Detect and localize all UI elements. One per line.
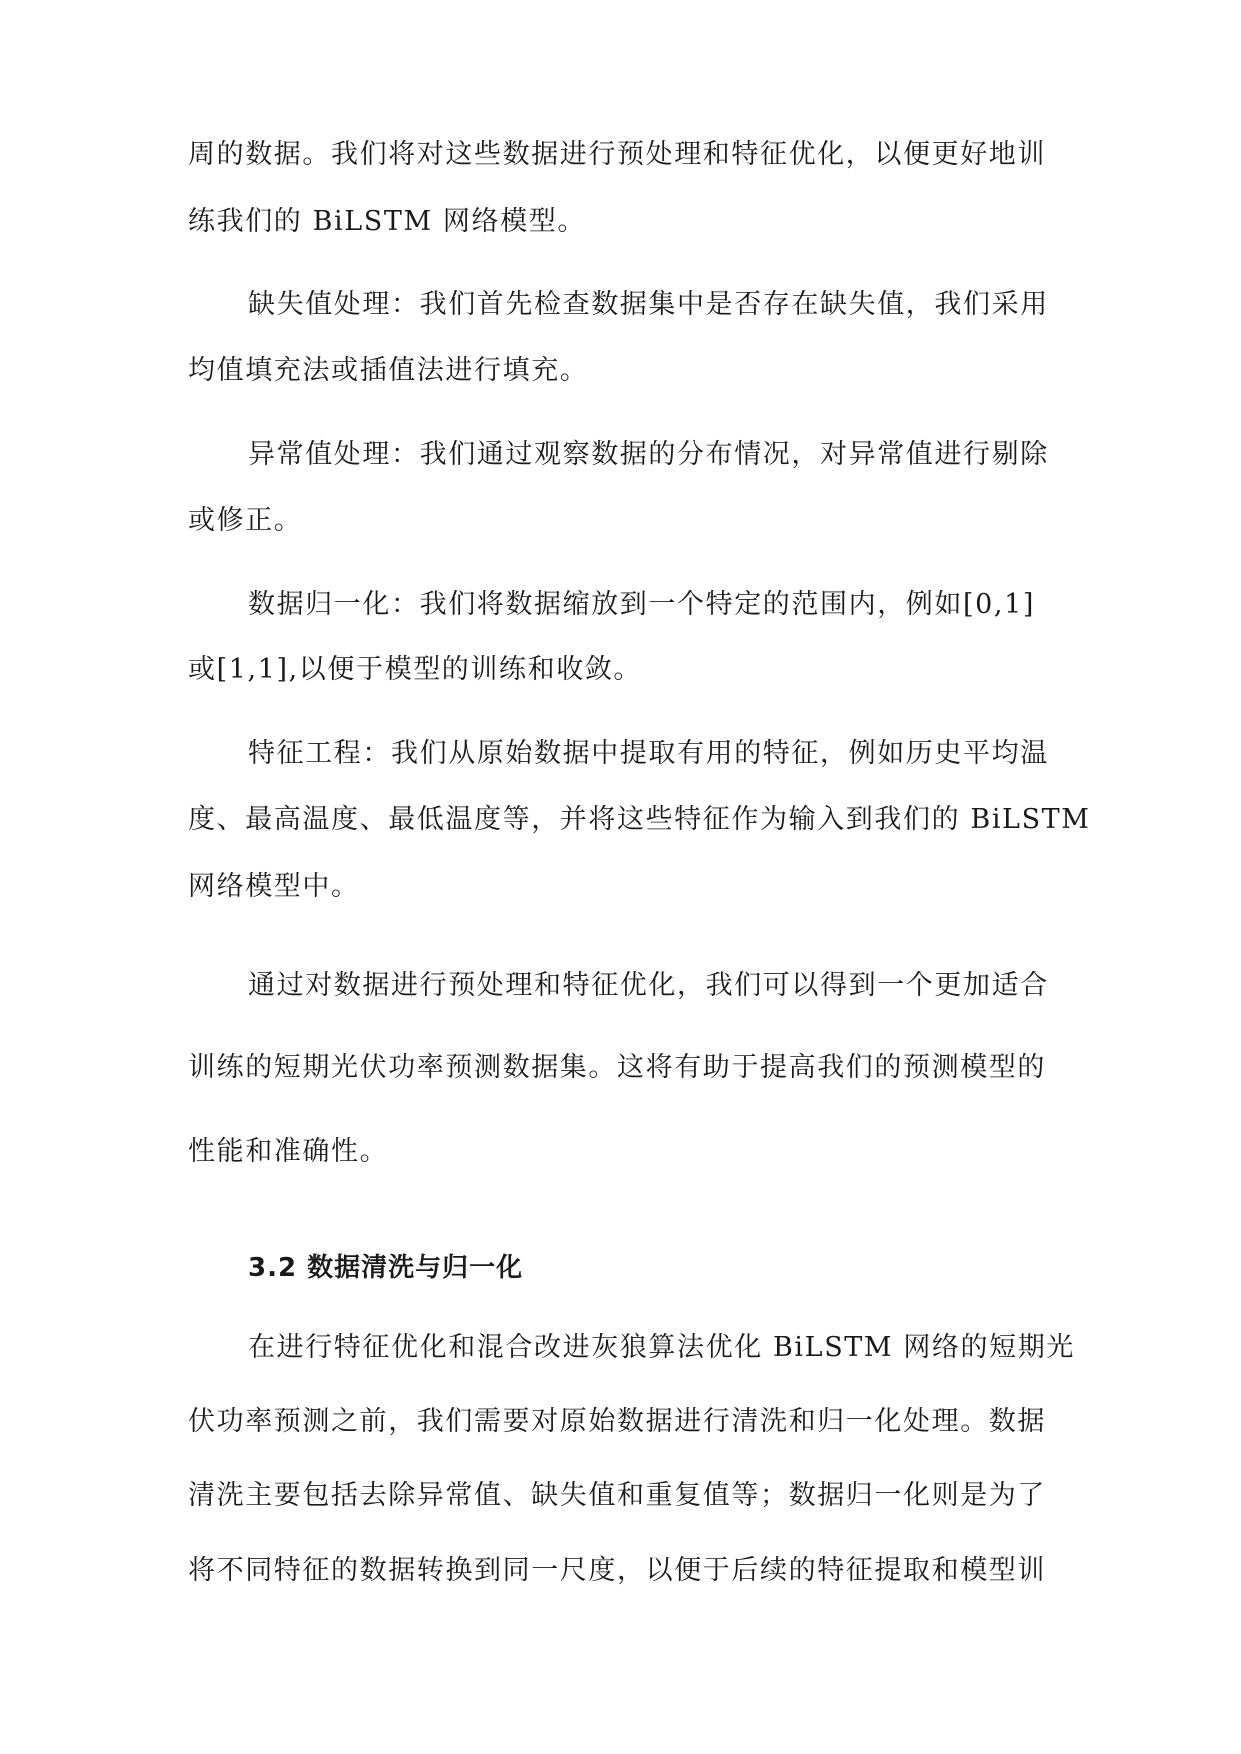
paragraph-line: 将不同特征的数据转换到同一尺度，以便于后续的特征提取和模型训 xyxy=(188,1555,1046,1586)
paragraph-line: 性能和准确性。 xyxy=(188,1136,389,1167)
paragraph-line: 特征工程：我们从原始数据中提取有用的特征，例如历史平均温 xyxy=(248,738,1049,769)
paragraph-line: 通过对数据进行预处理和特征优化，我们可以得到一个更加适合 xyxy=(248,970,1049,1001)
paragraph-line: 在进行特征优化和混合改进灰狼算法优化 BiLSTM 网络的短期光 xyxy=(248,1332,1075,1363)
paragraph-line: 或[1,1],以便于模型的训练和收敛。 xyxy=(188,654,642,685)
section-heading: 3.2 数据清洗与归一化 xyxy=(248,1253,524,1283)
paragraph-line: 异常值处理：我们通过观察数据的分布情况，对异常值进行剔除 xyxy=(248,439,1049,470)
paragraph-line: 或修正。 xyxy=(188,505,303,536)
paragraph-line: 周的数据。我们将对这些数据进行预处理和特征优化，以便更好地训 xyxy=(188,139,1046,170)
paragraph-line: 训练的短期光伏功率预测数据集。这将有助于提高我们的预测模型的 xyxy=(188,1052,1046,1083)
paragraph-line: 度、最高温度、最低温度等，并将这些特征作为输入到我们的 BiLSTM xyxy=(188,804,1091,835)
paragraph-line: 练我们的 BiLSTM 网络模型。 xyxy=(188,206,586,237)
paragraph-line: 网络模型中。 xyxy=(188,871,360,902)
paragraph-line: 均值填充法或插值法进行填充。 xyxy=(188,355,589,386)
paragraph-line: 缺失值处理：我们首先检查数据集中是否存在缺失值，我们采用 xyxy=(248,289,1049,320)
paragraph-line: 清洗主要包括去除异常值、缺失值和重复值等；数据归一化则是为了 xyxy=(188,1480,1046,1511)
paragraph-line: 伏功率预测之前，我们需要对原始数据进行清洗和归一化处理。数据 xyxy=(188,1406,1046,1437)
paragraph-line: 数据归一化：我们将数据缩放到一个特定的范围内，例如[0,1] xyxy=(248,589,1036,620)
